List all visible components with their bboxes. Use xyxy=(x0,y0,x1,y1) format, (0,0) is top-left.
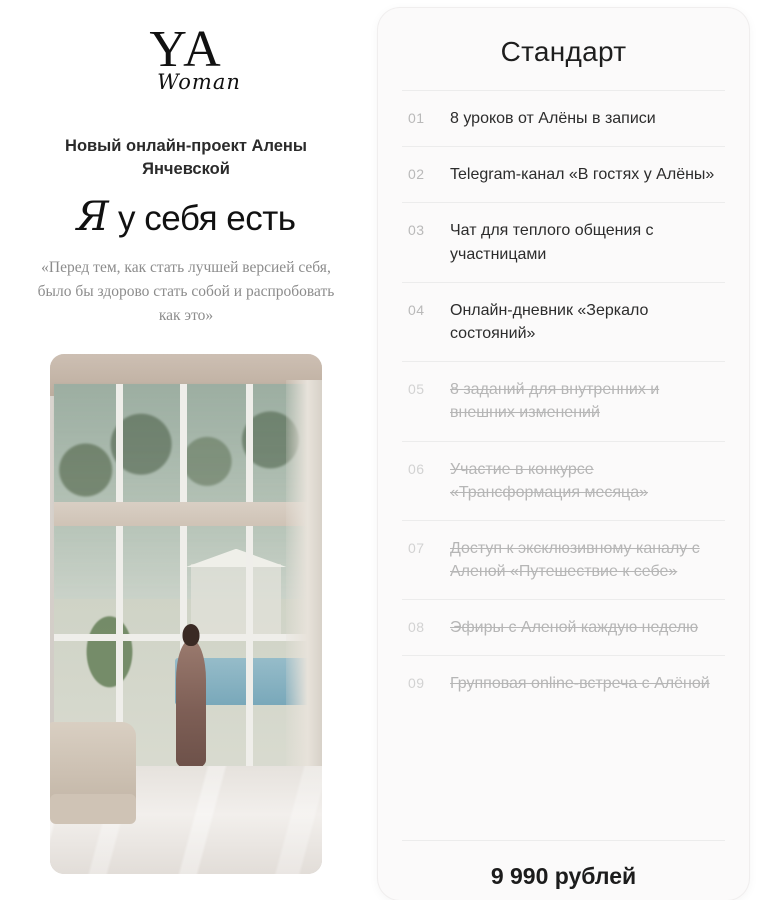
feature-text: Telegram-канал «В гостях у Алёны» xyxy=(450,166,715,184)
feature-row xyxy=(402,441,725,520)
photo-woman-head xyxy=(183,624,200,646)
feature-list xyxy=(402,90,725,840)
feature-number: 08 xyxy=(408,619,425,636)
photo-palm xyxy=(70,611,149,713)
feature-number: 02 xyxy=(408,166,425,183)
feature-number: 06 xyxy=(408,460,425,477)
feature-number: 01 xyxy=(408,110,425,126)
feature-number: 05 xyxy=(408,381,425,398)
feature-text: 8 уроков от Алёны в записи xyxy=(450,110,656,127)
feature-row xyxy=(402,146,725,202)
feature-text: Участие в конкурсе «Трансформация месяца» xyxy=(450,460,648,501)
feature-number: 04 xyxy=(408,301,425,318)
feature-text: Доступ к эксклюзивному каналу с Аленой «Путешествие к себе» xyxy=(450,539,700,581)
logo-secondary-text: Woman xyxy=(157,70,241,94)
logo-primary-text: YA xyxy=(149,21,223,78)
page-title xyxy=(76,194,295,240)
promo-photo xyxy=(50,354,322,874)
photo-gazebo xyxy=(191,564,281,635)
feature-text: Групповая online-встреча с Алёной xyxy=(450,675,710,693)
feature-number: 03 xyxy=(408,222,425,239)
feature-text: Эфиры с Аленой каждую неделю xyxy=(450,619,699,637)
feature-text: Чат для теплого общения с участницами xyxy=(450,222,654,263)
photo-woman-dress xyxy=(176,640,206,768)
photo-mullion xyxy=(116,384,123,776)
photo-transom-beam xyxy=(54,502,318,526)
feature-row xyxy=(402,655,725,711)
feature-row xyxy=(402,361,725,440)
project-subtitle: Новый онлайн-проект Алены Янчевской xyxy=(65,137,307,179)
feature-text: 8 заданий для внутренних и внешних изменений xyxy=(450,381,660,422)
feature-text: Онлайн-дневник «Зеркало состояний» xyxy=(450,301,649,342)
feature-number: 09 xyxy=(408,675,425,692)
page-title-accent: Я xyxy=(76,193,109,240)
feature-row xyxy=(402,599,725,655)
left-panel xyxy=(0,0,372,900)
photo-sofa xyxy=(50,722,136,808)
photo-mullion xyxy=(246,384,253,776)
plan-title: Стандарт xyxy=(500,36,627,67)
feature-row xyxy=(402,282,725,361)
pricing-card xyxy=(378,8,749,900)
brand-logo xyxy=(131,21,241,94)
photo-curtain xyxy=(286,380,322,804)
right-panel xyxy=(372,0,759,900)
plan-price: 9 990 рублей xyxy=(402,840,725,900)
page-title-rest: у себя есть xyxy=(108,198,296,238)
quote-text: «Перед тем, как стать лучшей версией себя, было бы здорово стать собой и распробовать как это» xyxy=(37,258,335,324)
feature-row xyxy=(402,202,725,281)
photo-illustration xyxy=(50,354,322,874)
feature-number: 07 xyxy=(408,539,425,556)
feature-row xyxy=(402,520,725,599)
feature-row xyxy=(402,90,725,146)
